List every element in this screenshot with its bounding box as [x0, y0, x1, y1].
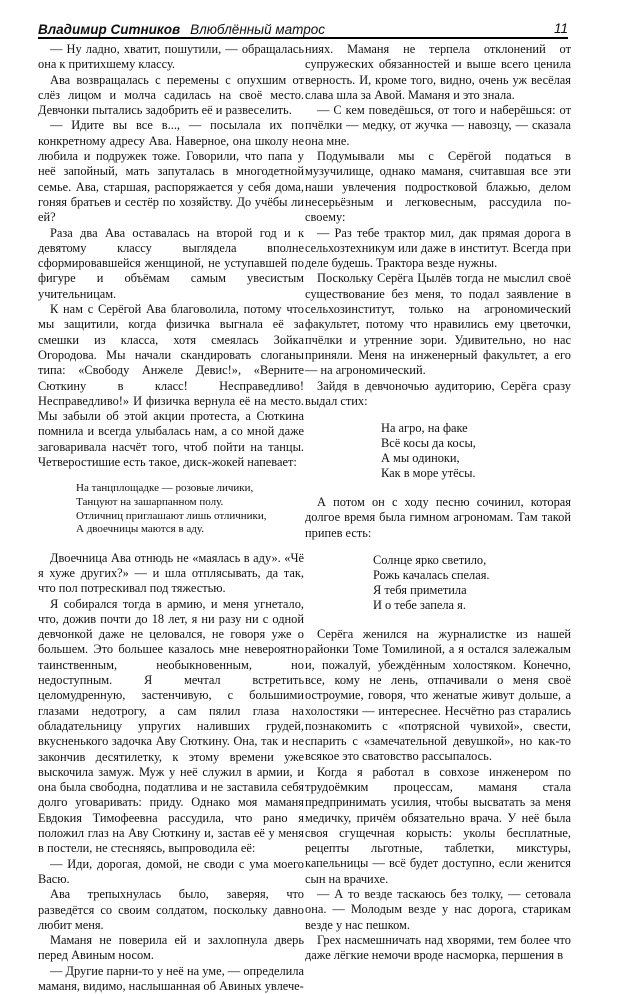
paragraph: — С кем поведёшься, от того и наберёшься: от пчёлки — медку, от жучка — навозцу, — сказала она мне.: [305, 103, 571, 148]
poem-line: Отличниц приглашают лишь отличники,: [76, 509, 267, 522]
paragraph: Когда я работал в совхозе инженером по трудоёмким процессам, маманя стала предпринимать усилия, чтобы высватать за меня медичку, причём обязательно врача. У неё была своя сгущечная корысть: уколы бесплатные, рецепты льготные, таблетки, микстуры, капельницы — всё будет доступно, если женится сын на врачихе.: [305, 764, 571, 886]
paragraph: А потом он с ходу песню сочинил, которая долгое время была гимном агрономам. Там такой припев есть:: [305, 495, 571, 540]
paragraph: К нам с Серёгой Ава благоволила, потому что мы защитили, когда физичка выгнала её за смешки из класса, хотя смеялась Зойка Огородова. Мы начали скандировать слоганы типа: «Свободу Анжеле Девис!», «Верните Сюткину в класс! Несправедливо! Несправедливо!» И физичка вернула её на место. Мы забыли об этой акции протеста, а Сюткина помнила и всегда улыбалась нам, а со мной даже заговаривала насчёт того, чтоб пойти на танцы. Четверостишие есть такое, диск-жокей напевает:: [38, 302, 304, 470]
poem-line: На агро, на факе: [381, 421, 468, 436]
header-title: Влюблённый матрос: [190, 22, 325, 37]
paragraph: Маманя не поверила ей и захлопнула дверь перед Авиным носом.: [38, 933, 304, 963]
poem-line: Танцуют на зашарпанном полу.: [76, 495, 224, 508]
paragraph: Поскольку Серёга Цылёв тогда не мыслил своё существование без меня, то подал заявление в сельхозинститут, только на агрономический факультет, потому что нравились ему цветочки, пчёлки и утренние зори. Удивительно, но нас приняли. Меня на инженерный факультет, а его — на агрономический.: [305, 271, 571, 378]
paragraph: ниях. Маманя не терпела отклонений от супружеских обязанностей и выше всего ценила верность. И, кроме того, видно, очень уж весёлая слава шла за Авой. Маманя и это знала.: [305, 42, 571, 102]
poem-line: На танцплощадке — розовые личики,: [76, 482, 254, 495]
poem-line: Как в море утёсы.: [381, 466, 476, 481]
poem-line: А мы одиноки,: [381, 451, 460, 466]
poem-agro: [381, 421, 571, 481]
page-header: [38, 13, 568, 39]
poem-line: Солнце ярко светило,: [373, 553, 487, 568]
poem-dancefloor: [76, 482, 304, 536]
paragraph: Я собирался тогда в армию, и меня угнетало, что, дожив почти до 18 лет, я ни разу ни с одной девчонкой даже не целовался, не говоря уже о большем. Это большее казалось мне невероятно таинственным, необыкновенным, но недоступным. Я мечтал встретить целомудренную, застенчивую, с большими глазами недотрогу, а сам пялил глаза на обладательницу упругих наливших грудей, вкусненького задочка Аву Сюткину. Она, так и не закончив десятилетку, к этому времени уже выскочила замуж. Муж у неё служил в армии, и она была свободна, податлива и не заставила себя долго уговаривать: приду. Однако моя маманя Евдокия Тимофеевна рассудила, что рано я положил глаз на Аву Сюткину и, застав её у меня в постели, не стесняясь, выпроводила её:: [38, 596, 304, 856]
paragraph: Ава трепыхнулась было, заверяя, что разведётся со своим солдатом, поскольку давно любит меня.: [38, 887, 304, 932]
paragraph: Серёга женился на журналистке из нашей районки Томе Томилиной, а я остался залежалым и, пожалуй, убеждённым холостяком. Конечно, все, кому не лень, отпачивали о меня своё остроумие, говоря, что женатые живут дольше, а холостяки — интереснее. Несчётно раз старались познакомить с «потрясной чувихой», свести, спарить с «замечательной девушкой», но как-то всякое это сватовство рассыпалось.: [305, 627, 571, 764]
left-column: [38, 42, 304, 994]
poem-anthem: [373, 553, 571, 613]
poem-line: И о тебе запела я.: [373, 598, 466, 613]
paragraph: — Ну ладно, хватит, пошутили, — обращалась она к притихшему классу.: [38, 42, 304, 72]
paragraph: Грех насмешничать над хворями, тем более что даже лёгкие немочи вроде насморка, першения в: [305, 932, 571, 963]
page-number: 11: [553, 21, 568, 36]
paragraph: Раза два Ава оставалась на второй год и к девятому классу выглядела вполне сформировавшейся женщиной, не уступавшей по фигуре и объёмам самым увесистым учительницам.: [38, 225, 304, 301]
header-author: Владимир Ситников: [38, 22, 181, 37]
poem-line: Всё косы да косы,: [381, 436, 476, 451]
poem-line: А двоечницы маются в аду.: [76, 523, 205, 536]
paragraph: — Идите вы все в..., — посылала их по конкретному адресу Ава. Наверное, она школу не любила и подружек тоже. Говорили, что папа у неё запойный, мать запуталась в многодетной семье. Ава, старшая, распоряжается у себя дома, гоняя братьев и сестёр по хозяйству. До учёбы ли ей?: [38, 118, 304, 225]
paragraph: Подумывали мы с Серёгой податься в музучилище, однако маманя, считавшая все эти наши увлечения подростковой блажью, делом несерьёзным и легковесным, рассудила по-своему:: [305, 149, 571, 225]
paragraph: — А то везде таскаюсь без толку, — сетовала она. — Молодым везде у нас дорога, старикам везде у нас пешком.: [305, 887, 571, 932]
paragraph: Зайдя в девчоночью аудиторию, Серёга сразу выдал стих:: [305, 378, 571, 408]
poem-line: Я тебя приметила: [373, 583, 467, 598]
paragraph: — Другие парни-то у неё на уме, — определила маманя, видимо, наслышанная об Авиных увлече-: [38, 963, 304, 993]
paragraph: Ава возвращалась с перемены с опухшим от слёз лицом и молча садилась на своё место. Девчонки пытались задобрить её и развеселить.: [38, 72, 304, 118]
paragraph: — Иди, дорогая, домой, не своди с ума моего Васю.: [38, 856, 304, 886]
paragraph: — Раз тебе трактор мил, дак прямая дорога в сельхозтехникум или даже в институт. Всегда при деле будешь. Трактора везде нужны.: [305, 225, 571, 271]
poem-line: Рожь качалась спелая.: [373, 568, 490, 583]
right-column: [305, 42, 571, 964]
paragraph: Двоечница Ава отнюдь не «маялась в аду». «Чё я хуже других?» — и шла отплясывать, да так, что пол потрескивал под тяжестью.: [38, 550, 304, 596]
